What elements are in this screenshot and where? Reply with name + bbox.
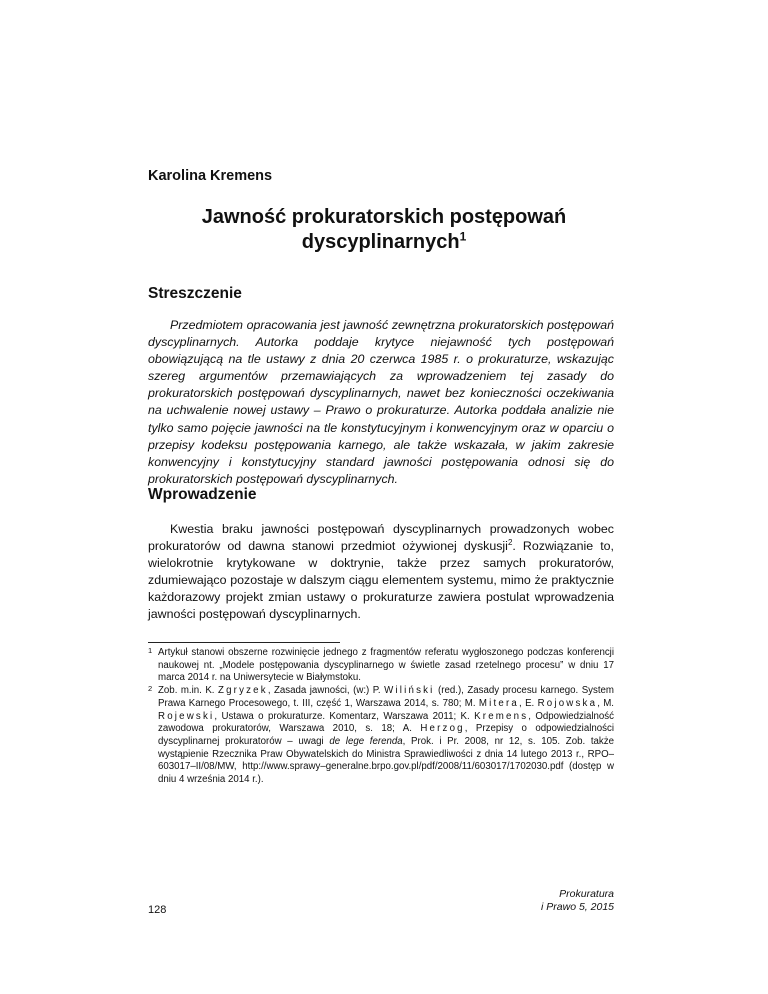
journal-line-2: i Prawo 5, 2015 [541,901,614,913]
fn2-segment: , Zasada jawności, (w:) P. [267,685,385,697]
journal-name [541,888,614,914]
intro-paragraph [148,521,614,624]
footnote-2 [148,685,614,787]
footnote-1 [148,647,614,685]
footnote-2-number: 2 [148,684,153,694]
title-line-2: dyscyplinarnych [301,231,460,253]
fn2-segment: , Przepisy o odpowiedzialności dyscyplinarnej prokuratorów – uwagi [158,723,614,747]
fn2-segment: , M. [597,697,614,709]
abstract-text: Przedmiotem opracowania jest jawność zewnętrzna prokuratorskich postępowań dyscyplinarnych. Autorka poddaje krytyce niejawność tych postępowań obowiązującą na tle ustawy z dnia 20 czerwca 1985 r. o prokuraturze, wskazując szereg argumentów przemawiających za wprowadzeniem tej zasady do prokuratorskich postępowań dyscyplinarnych, nawet bez konieczności oczekiwania na uchwalenie nowej ustawy – Prawo o prokuraturze. Autorka poddała analizie nie tylko samo pojęcie jawności na tle konstytucyjnym i konwencyjnym oraz w oparciu o przepisy kodeksu postępowania karnego, ale także wskazała, w jakim zakresie konwencyjny i konstytucyjny standard jawności postępowania odnosi się do prokuratorskich postępowań dyscyplinarnych. [148,318,614,486]
footnote-1-number: 1 [148,646,153,655]
fn2-segment: , Ustawa o prokuraturze. Komentarz, Warszawa 2011; K. [214,710,475,722]
fn2-segment: Zob. m.in. K. [158,685,218,697]
footnote-2-text [158,685,614,785]
author-name: Karolina Kremens [148,168,273,184]
footnote-divider [148,642,340,643]
page-number: 128 [148,904,167,916]
intro-heading: Wprowadzenie [148,486,257,503]
fn2-latin-phrase: de lege ferenda [329,735,403,747]
fn2-segment: , E. [519,697,538,709]
intro-text-part-1: Kwestia braku jawności postępowań dyscyplinarnych prowadzonych wobec prokuratorów od dawna stanowi przedmiot ożywionej dyskusji [148,522,614,554]
fn2-author-herzog: Herzog [420,723,465,735]
fn2-segment: , Prok. i Pr. 2008, nr 12, s. 105. Zob. także wystąpienie Rzecznika Praw Obywatelskich do Ministra Sprawiedliwości z dnia 14 lutego 2013 r., RPO–603017–II/08/MW, http://www.sprawy–generalne.brpo.gov.pl/pdf/2008/11/603017/1702030.pdf (dostęp w dniu 4 września 2014 r.). [158,735,614,786]
title-line-1: Jawność prokuratorskich postępowań [201,206,567,228]
fn2-author-kremens: Kremens [474,710,529,722]
title-footnote-ref: 1 [459,229,467,244]
footnotes [148,647,614,787]
fn2-segment: (red.), Zasady procesu karnego. System Prawa Karnego Procesowego, t. III, część 1, Warszawa 2014, s. 780; M. [158,685,614,709]
intro-text-part-2: . Rozwiązanie to, wielokrotnie krytykowane w doktrynie, także przez samych prokuratorów, zdumiewająco pozostaje w dalszym ciągu elementem systemu, mimo że praktycznie każdorazowy projekt zmian ustawy o prokuraturze zawiera postulat wprowadzenia jawności postępowań dyscyplinarnych. [148,539,615,622]
fn2-author-zgryzek: Zgryzek [217,685,268,697]
fn2-author-rojowska: Rojowska [537,697,598,709]
fn2-author-mitera: Mitera [478,697,520,709]
fn2-author-rojewski: Rojewski [158,710,215,722]
fn2-author-wilinski: Wiliński [384,685,435,697]
journal-line-1: Prokuratura [559,888,614,900]
intro-footnote-ref: 2 [507,537,513,547]
abstract-heading: Streszczenie [148,285,242,302]
article-title [148,205,620,255]
fn2-segment: , Odpowiedzialność zawodowa prokuratorów, Warszawa 2010, s. 18; A. [158,710,614,735]
footnote-1-text: Artykuł stanowi obszerne rozwinięcie jednego z fragmentów referatu wygłoszonego podczas konferencji naukowej nt. „Modele postępowania dyscyplinarnego w świetle zasad rzetelnego procesu” w dniu 17 marca 2014 r. na Uniwersytecie w Białymstoku. [158,647,614,684]
